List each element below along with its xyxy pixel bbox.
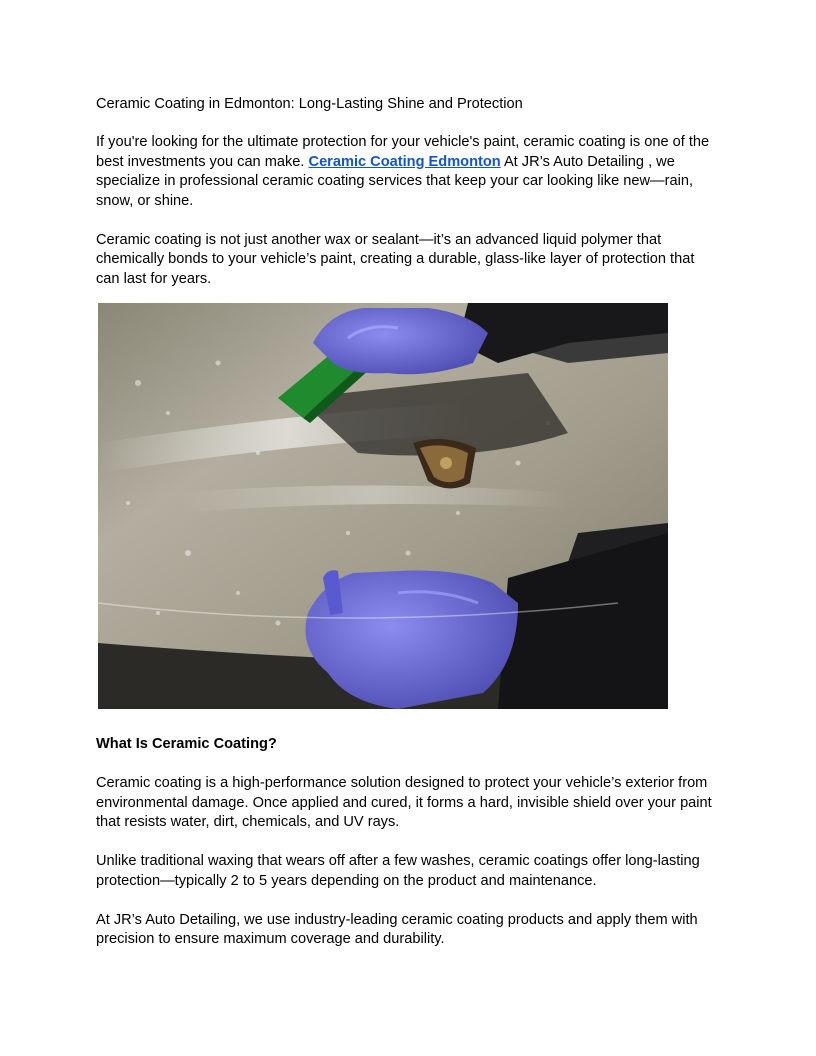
document-title: Ceramic Coating in Edmonton: Long-Lasting Shine and Protection (96, 96, 523, 112)
paragraph-what-is: Ceramic coating is a high-performance solution designed to protect your vehicle’s exterior from environmental damage. Once applied and cured, it forms a hard, invisible shield over your paint that resists water, dirt, chemicals, and UV rays. (96, 775, 712, 830)
paragraph-jrs-products: At JR’s Auto Detailing, we use industry-leading ceramic coating products and apply them with precision to ensure maximum coverage and durability. (96, 911, 698, 947)
paragraph-unlike-waxing: Unlike traditional waxing that wears off after a few washes, ceramic coatings offer long-lasting protection—typically 2 to 5 years depending on the product and maintenance. (96, 853, 700, 889)
section-heading: What Is Ceramic Coating? (96, 736, 277, 752)
paragraph-polymer: Ceramic coating is not just another wax or sealant—it’s an advanced liquid polymer that chemically bonds to your vehicle’s paint, creating a durable, glass-like layer of protection that can last for years. (96, 231, 695, 287)
ceramic-coating-edmonton-link[interactable]: Ceramic Coating Edmonton (308, 153, 501, 170)
intro-text-after-link: At JR’s Auto Detailing , we specialize in professional ceramic coating services that keep your car looking like new—rain, snow, or shine. (96, 153, 694, 209)
car-coating-photo (98, 303, 668, 709)
top-glove (313, 308, 488, 374)
intro-paragraph (96, 133, 720, 211)
intro-text-before-link: If you're looking for the ultimate protection for your vehicle's paint, ceramic coating is one of the best investments you can make. (96, 134, 710, 170)
document-page (96, 94, 720, 969)
